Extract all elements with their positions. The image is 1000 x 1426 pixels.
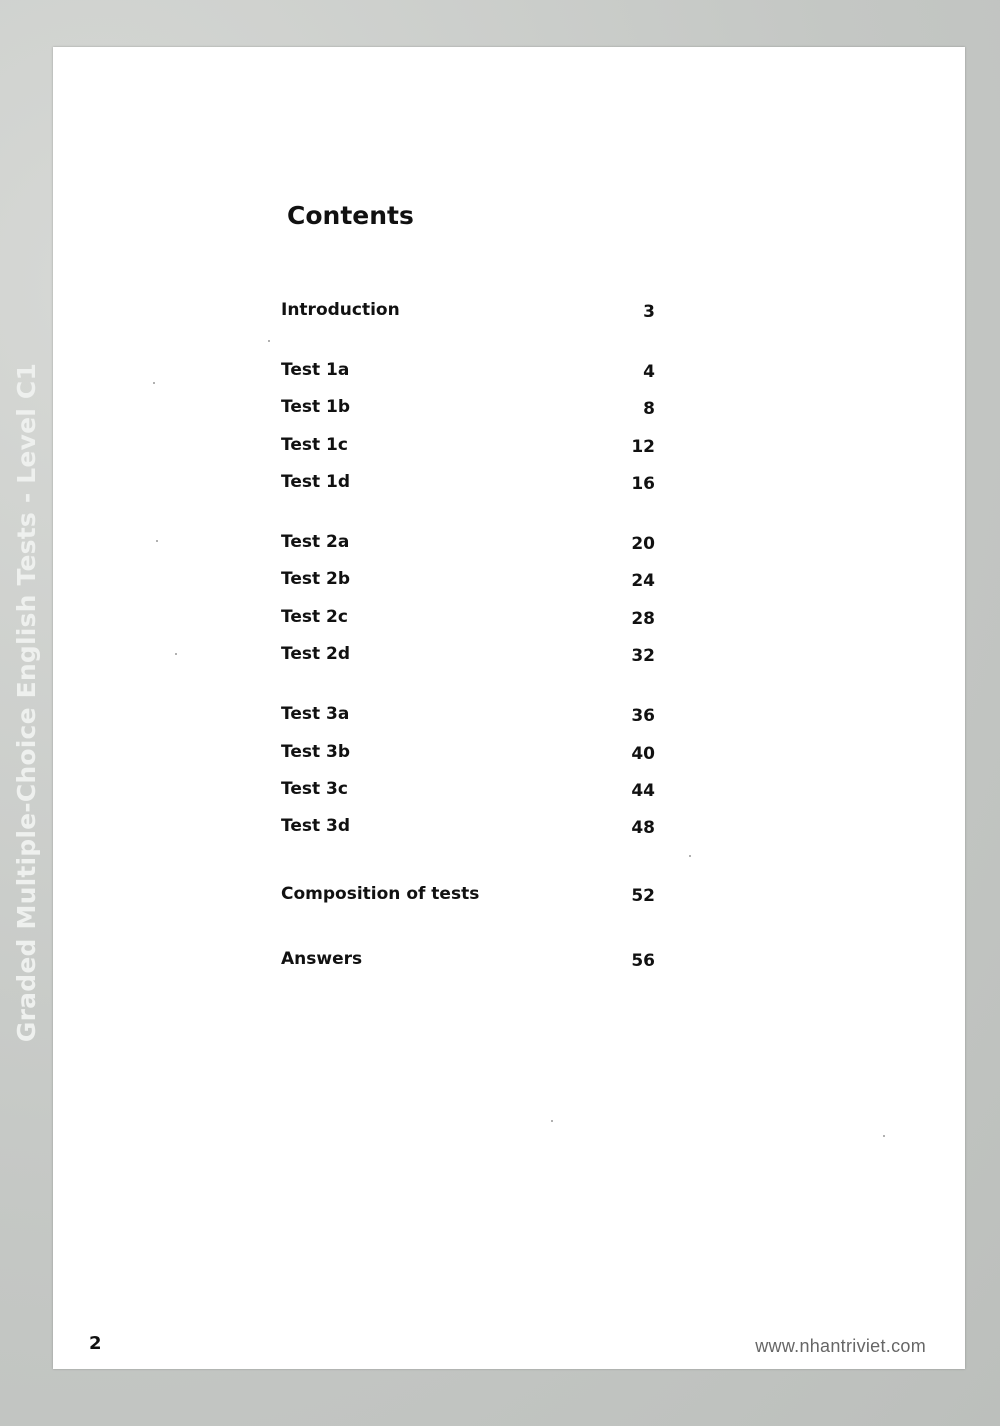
toc-entry-page: 56: [631, 951, 655, 971]
toc-entry-label: Test 1b: [281, 397, 351, 417]
toc-entry-label: Answers: [281, 949, 363, 969]
toc-entry-test-2d[interactable]: [281, 641, 661, 667]
toc-entry-test-3b[interactable]: [281, 739, 661, 765]
toc-entry-page: 12: [631, 437, 655, 457]
toc-entry-label: Test 2d: [281, 644, 351, 664]
toc-entry-label: Test 3d: [281, 816, 351, 836]
spine-title-text: Graded Multiple-Choice English Tests - Level C1: [12, 362, 42, 1042]
toc-entry-answers[interactable]: [281, 946, 661, 972]
toc-entry-page: 3: [643, 302, 655, 322]
toc-entry-introduction[interactable]: [281, 297, 661, 323]
toc-entry-page: 40: [631, 744, 655, 764]
toc-entry-label: Test 1d: [281, 472, 351, 492]
toc-entry-page: 52: [631, 886, 655, 906]
toc-entry-page: 28: [631, 609, 655, 629]
toc-entry-label: Test 2a: [281, 532, 350, 552]
toc-entry-label: Introduction: [281, 300, 400, 320]
page-number: 2: [89, 1333, 102, 1354]
toc-entry-test-3a[interactable]: [281, 701, 661, 727]
toc-entry-test-3d[interactable]: [281, 813, 661, 839]
toc-entry-test-1c[interactable]: [281, 432, 661, 458]
toc-entry-label: Test 1c: [281, 435, 348, 455]
toc-entry-test-1d[interactable]: [281, 469, 661, 495]
toc-entry-label: Test 3a: [281, 704, 350, 724]
toc-entry-label: Composition of tests: [281, 884, 480, 904]
toc-entry-label: Test 3c: [281, 779, 348, 799]
toc-entry-test-2c[interactable]: [281, 604, 661, 630]
toc-entry-label: Test 1a: [281, 360, 350, 380]
toc-entry-label: Test 2b: [281, 569, 351, 589]
toc-entry-label: Test 3b: [281, 742, 351, 762]
toc-entry-page: 16: [631, 474, 655, 494]
toc-entry-page: 44: [631, 781, 655, 801]
toc-entry-test-1a[interactable]: [281, 357, 661, 383]
publisher-website: www.nhantriviet.com: [755, 1336, 926, 1356]
toc-entry-page: 20: [631, 534, 655, 554]
toc-entry-test-1b[interactable]: [281, 394, 661, 420]
toc-entry-page: 8: [643, 399, 655, 419]
toc-entry-page: 4: [643, 362, 655, 382]
toc-entry-label: Test 2c: [281, 607, 348, 627]
toc-entry-page: 24: [631, 571, 655, 591]
toc-entry-page: 32: [631, 646, 655, 666]
toc-entry-test-3c[interactable]: [281, 776, 661, 802]
page-title: Contents: [287, 201, 414, 230]
toc-entry-composition-of-tests[interactable]: [281, 881, 661, 907]
toc-entry-page: 48: [631, 818, 655, 838]
toc-entry-page: 36: [631, 706, 655, 726]
toc-entry-test-2b[interactable]: [281, 566, 661, 592]
toc-entry-test-2a[interactable]: [281, 529, 661, 555]
